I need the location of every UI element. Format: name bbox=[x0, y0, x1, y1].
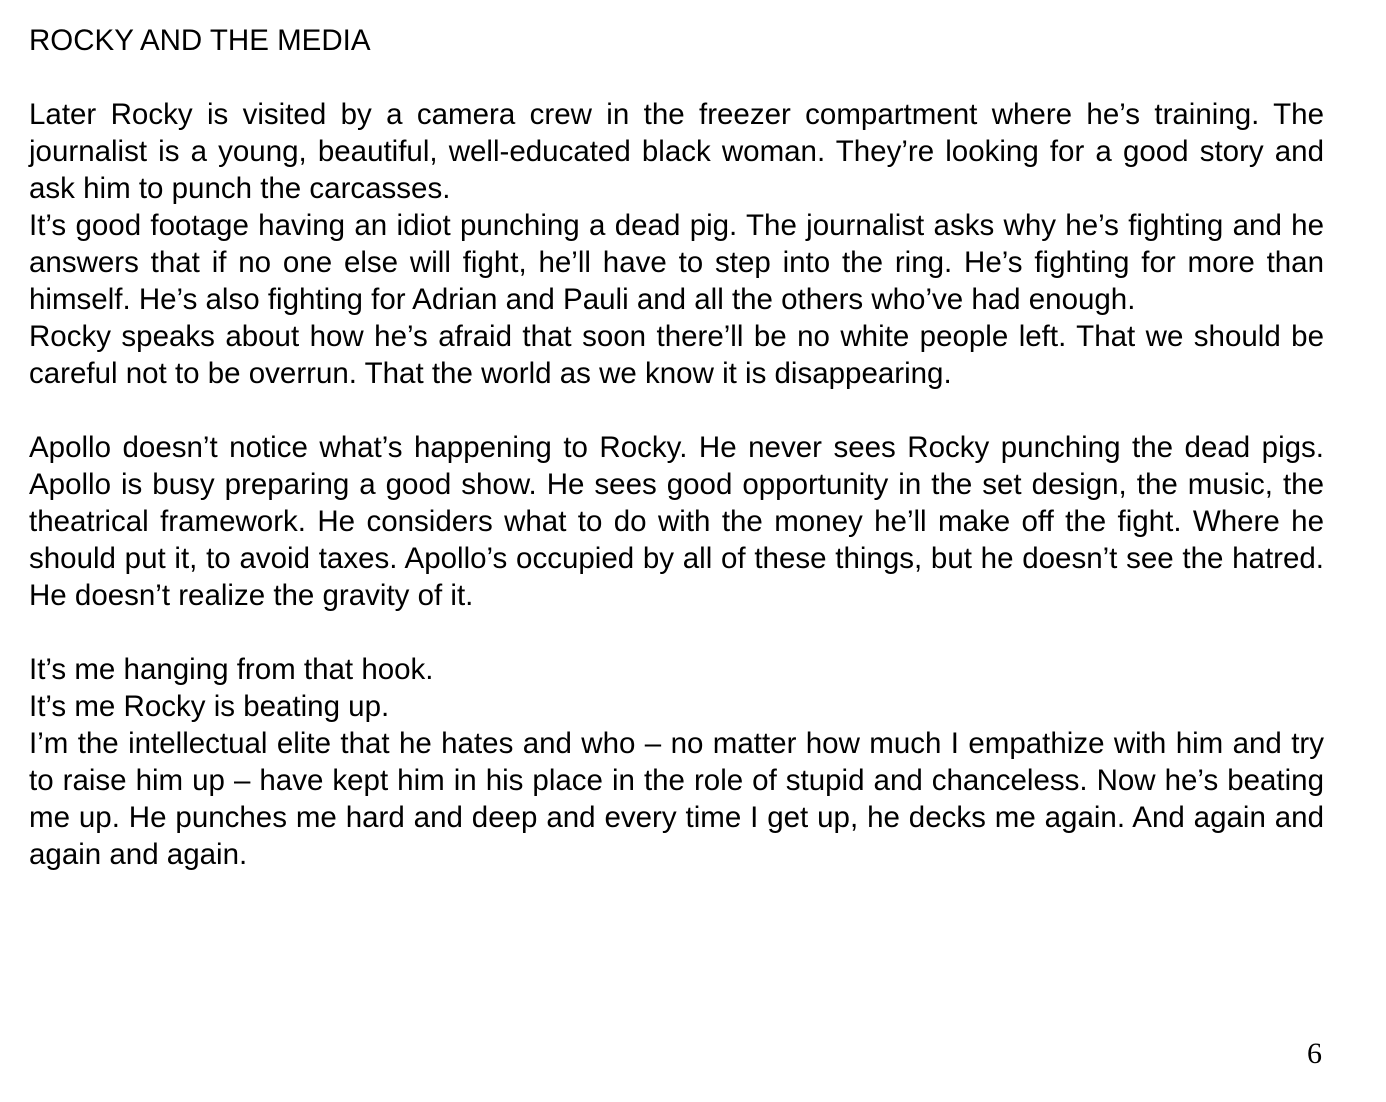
spacer bbox=[29, 59, 1324, 96]
paragraph-apollo: Apollo doesn’t notice what’s happening to Rocky. He never sees Rocky punching the dead pigs. Apollo is busy preparing a good show. He sees good opportunity in the set design, the music, the theatrical framework. He considers what to do with the money he’ll make off the fight. Where he should put it, to avoid taxes. Apollo’s occupied by all of these things, but he doesn’t see the hatred. He doesn’t realize the gravity of it. bbox=[29, 431, 1324, 612]
paragraph-intellectual-elite: I’m the intellectual elite that he hates and who – no matter how much I empathize with him and try to raise him up – have kept him in his place in the role of stupid and chanceless. Now he’s beating me up. He punches me hard and deep and every time I get up, he decks me again. And again and again and again. bbox=[29, 727, 1324, 871]
line-hanging-from-hook: It’s me hanging from that hook. bbox=[29, 653, 434, 686]
spacer bbox=[29, 614, 1324, 651]
paragraph-good-footage: It’s good footage having an idiot punching a dead pig. The journalist asks why he’s fighting and he answers that if no one else will fight, he’ll have to step into the ring. He’s fighting for more than himself. He’s also fighting for Adrian and Pauli and all the others who’ve had enough. bbox=[29, 209, 1324, 316]
section-heading: ROCKY AND THE MEDIA bbox=[29, 24, 371, 57]
document-page bbox=[29, 22, 1324, 873]
page-number: 6 bbox=[1307, 1037, 1322, 1070]
line-beating-up: It’s me Rocky is beating up. bbox=[29, 690, 390, 723]
spacer bbox=[29, 392, 1324, 429]
paragraph-rocky-speaks: Rocky speaks about how he’s afraid that soon there’ll be no white people left. That we should be careful not to be overrun. That the world as we know it is disappearing. bbox=[29, 320, 1324, 390]
paragraph-camera-crew: Later Rocky is visited by a camera crew in the freezer compartment where he’s training. The journalist is a young, beautiful, well-educated black woman. They’re looking for a good story and ask him to punch the carcasses. bbox=[29, 98, 1324, 205]
